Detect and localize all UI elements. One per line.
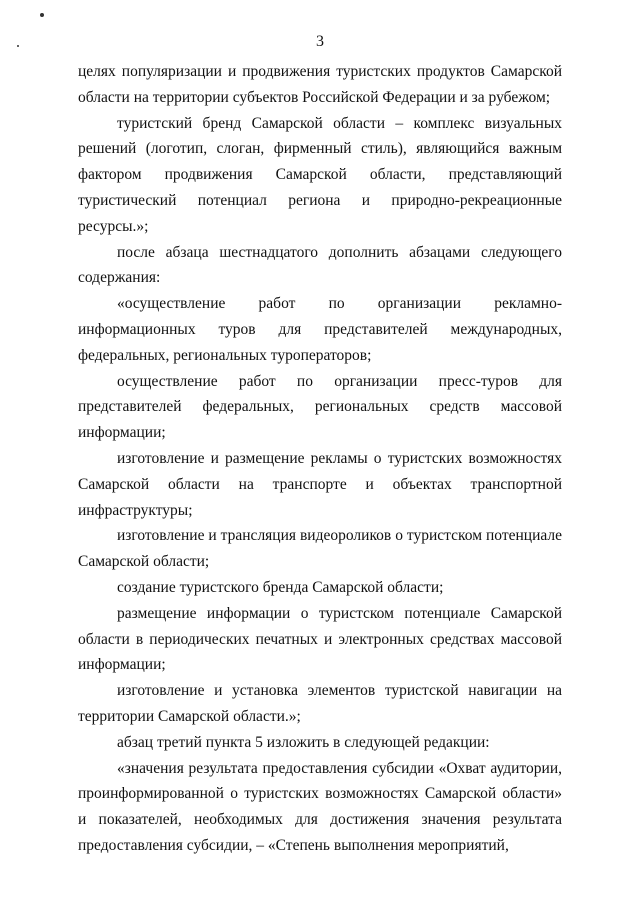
paragraph: осуществление работ по организации пресс-туров для представителей федеральных, региональных средств массовой информации; [78,372,562,442]
paragraph: изготовление и установка элементов туристской навигации на территории Самарской области.»; [78,682,562,725]
paragraph: туристский бренд Самарской области – комплекс визуальных решений (логотип, слоган, фирменный стиль), являющийся важным фактором продвижения Самарской области, представляющий туристический потенциал региона и природно-рекреационные ресурсы.»; [78,114,562,235]
paragraph: размещение информации о туристском потенциале Самарской области в периодических печатных и электронных средствах массовой информации; [78,604,562,674]
paragraph: создание туристского бренда Самарской области; [117,578,444,596]
paragraph: изготовление и трансляция видеороликов о туристском потенциале Самарской области; [78,527,562,571]
scan-speck [40,13,44,17]
paragraph: после абзаца шестнадцатого дополнить абзацами следующего содержания: [78,243,562,287]
paragraph: «значения результата предоставления субсидии «Охват аудитории, проинформированной о туристских возможностях Самарской области» и показателей, необходимых для достижения значения результата предоставления субсидии, – «Степень выполнения мероприятий, [78,759,562,854]
paragraph: целях популяризации и продвижения туристских продуктов Самарской области на территории субъектов Российской Федерации и за рубежом; [78,63,562,106]
paragraph: «осуществление работ по организации рекламно-информационных туров для представителей международных, федеральных, региональных туроператоров; [78,295,562,364]
page-number: 3 [316,33,324,50]
document-body [78,59,562,859]
paragraph: изготовление и размещение рекламы о туристских возможностях Самарской области на транспорте и объектах транспортной инфраструктуры; [78,449,562,519]
paragraph: абзац третий пункта 5 изложить в следующей редакции: [117,733,490,751]
